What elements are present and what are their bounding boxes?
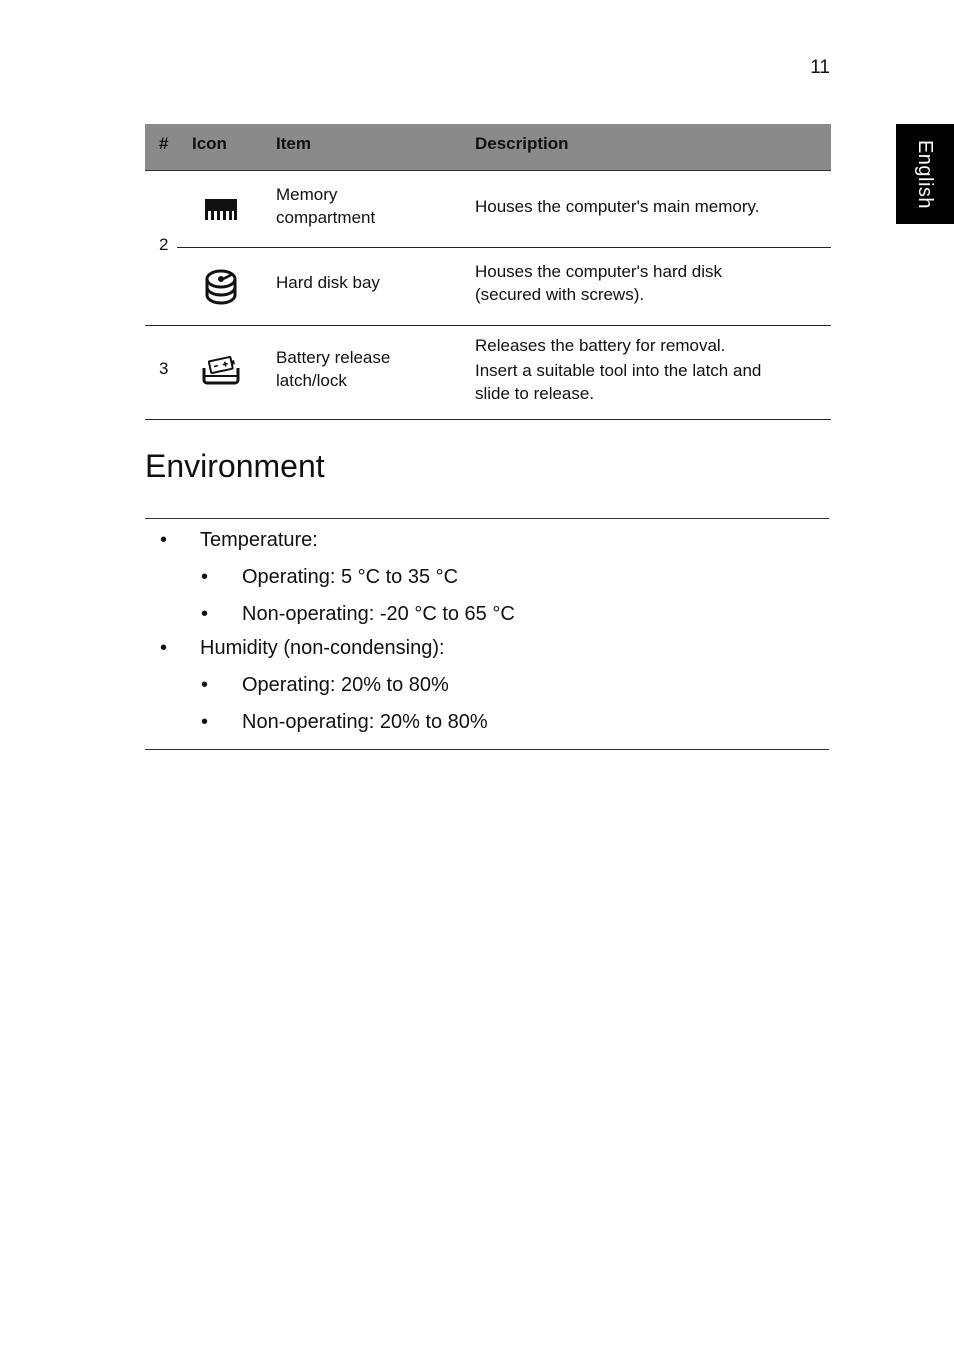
environment-list bbox=[145, 518, 829, 750]
bullet-dot: • bbox=[201, 711, 209, 733]
sub-list-item-label: Operating: 20% to 80% bbox=[242, 674, 449, 696]
table-header bbox=[145, 124, 831, 171]
item-description: Houses the computer's hard disk (secured with screws). bbox=[475, 262, 723, 304]
item-description: Houses the computer's main memory. bbox=[475, 197, 760, 216]
language-tab bbox=[896, 124, 954, 224]
item-description-line: Releases the battery for removal. bbox=[475, 336, 726, 355]
item-label: Hard disk bay bbox=[276, 273, 380, 292]
item-description-line: Insert a suitable tool into the latch and bbox=[475, 361, 762, 380]
header-description: Description bbox=[475, 134, 569, 153]
row-number: 3 bbox=[159, 359, 169, 378]
bullet-dot: • bbox=[201, 603, 209, 625]
item-label: Battery release latch/lock bbox=[276, 348, 391, 390]
bullet-dot: • bbox=[160, 637, 168, 659]
sub-list-item-label: Non-operating: 20% to 80% bbox=[242, 711, 488, 733]
list-item-label: Temperature: bbox=[200, 529, 318, 551]
item-label: Memory compartment bbox=[276, 185, 376, 227]
header-item: Item bbox=[276, 134, 311, 153]
battery-latch-icon bbox=[201, 354, 241, 391]
bullet-dot: • bbox=[201, 674, 209, 696]
header-icon: Icon bbox=[192, 134, 227, 153]
sub-list-item-label: Non-operating: -20 °C to 65 °C bbox=[242, 603, 515, 625]
table-row bbox=[145, 171, 831, 247]
section-title: Environment bbox=[145, 448, 325, 484]
bullet-dot: • bbox=[201, 566, 209, 588]
language-tab-label: English bbox=[914, 139, 937, 209]
row-number: 2 bbox=[159, 235, 169, 254]
list-item-label: Humidity (non-condensing): bbox=[200, 637, 445, 659]
item-description-line: slide to release. bbox=[475, 384, 595, 403]
table-row bbox=[145, 248, 831, 325]
sub-list-item-label: Operating: 5 °C to 35 °C bbox=[242, 566, 459, 588]
bullet-dot: • bbox=[160, 529, 168, 551]
parts-table bbox=[145, 124, 831, 403]
header-num: # bbox=[159, 134, 169, 153]
memory-icon bbox=[203, 197, 239, 228]
hard-disk-icon bbox=[203, 268, 239, 313]
row-divider bbox=[145, 419, 831, 420]
table-row bbox=[145, 326, 831, 419]
page-number: 11 bbox=[810, 57, 830, 78]
